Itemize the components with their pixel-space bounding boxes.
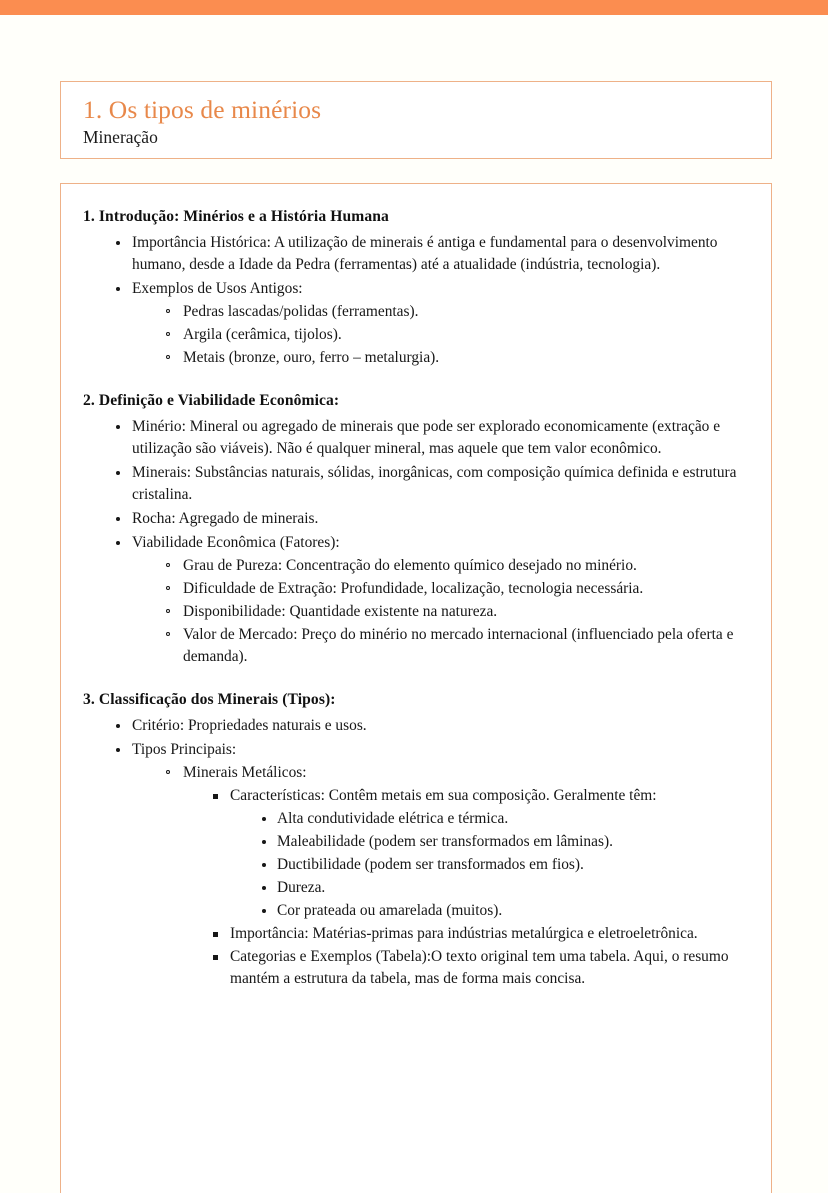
list-item-text: Tipos Principais: bbox=[132, 741, 237, 759]
list-item bbox=[112, 532, 745, 668]
list-item-text: Exemplos de Usos Antigos: bbox=[132, 280, 303, 298]
list-item bbox=[162, 601, 745, 623]
list-item-text: Categorias e Exemplos (Tabela):O texto original tem uma tabela. Aqui, o resumo mantém a estrutura da tabela, mas de forma mais concisa. bbox=[230, 948, 729, 988]
list-item-text: Importância: Matérias-primas para indústrias metalúrgica e eletroeletrônica. bbox=[230, 925, 698, 943]
outline-level-2 bbox=[162, 301, 745, 369]
outline-level-2 bbox=[162, 555, 745, 668]
sections-container bbox=[83, 208, 745, 990]
list-item-text: Dificuldade de Extração: Profundidade, localização, tecnologia necessária. bbox=[183, 580, 644, 598]
list-item-text: Minerais: Substâncias naturais, sólidas, inorgânicas, com composição química definida e estrutura cristalina. bbox=[132, 464, 737, 504]
list-item-text: Critério: Propriedades naturais e usos. bbox=[132, 717, 367, 735]
list-item-text: Valor de Mercado: Preço do minério no mercado internacional (influenciado pela oferta e demanda). bbox=[183, 626, 734, 666]
outline-level-1 bbox=[112, 232, 745, 369]
list-item bbox=[209, 946, 745, 990]
list-item bbox=[162, 301, 745, 323]
outline-level-1 bbox=[112, 715, 745, 990]
list-item-text: Grau de Pureza: Concentração do elemento químico desejado no minério. bbox=[183, 557, 637, 575]
list-item bbox=[112, 416, 745, 460]
outline-level-1 bbox=[112, 416, 745, 668]
list-item-text: Importância Histórica: A utilização de minerais é antiga e fundamental para o desenvolvimento humano, desde a Idade da Pedra (ferramentas) até a atualidade (indústria, tecnologia). bbox=[132, 234, 718, 274]
list-item bbox=[112, 739, 745, 990]
list-item-text: Características: Contêm metais em sua composição. Geralmente têm: bbox=[230, 787, 657, 805]
list-item bbox=[258, 808, 745, 830]
list-item bbox=[162, 762, 745, 990]
list-item-text: Disponibilidade: Quantidade existente na natureza. bbox=[183, 603, 498, 621]
section-heading: 3. Classificação dos Minerais (Tipos): bbox=[83, 691, 336, 709]
list-item-text: Ductibilidade (podem ser transformados em fios). bbox=[277, 856, 584, 874]
list-item bbox=[209, 785, 745, 922]
outline-level-3 bbox=[209, 785, 745, 990]
list-item bbox=[162, 578, 745, 600]
section-heading: 1. Introdução: Minérios e a História Humana bbox=[83, 208, 389, 225]
page-subtitle: Mineração bbox=[83, 126, 158, 147]
list-item bbox=[112, 715, 745, 737]
document-body-card bbox=[60, 183, 772, 1193]
list-item bbox=[112, 232, 745, 276]
list-item bbox=[258, 854, 745, 876]
document-header-card bbox=[60, 81, 772, 159]
list-item bbox=[162, 347, 745, 369]
list-item bbox=[209, 923, 745, 945]
section-heading: 2. Definição e Viabilidade Econômica: bbox=[83, 392, 340, 410]
list-item bbox=[112, 278, 745, 369]
page-title: 1. Os tipos de minérios bbox=[83, 95, 322, 124]
outline-level-4 bbox=[258, 808, 745, 922]
list-item-text: Alta condutividade elétrica e térmica. bbox=[277, 810, 509, 828]
list-item-text: Pedras lascadas/polidas (ferramentas). bbox=[183, 303, 419, 321]
list-item-text: Metais (bronze, ouro, ferro – metalurgia). bbox=[183, 349, 440, 367]
list-item bbox=[258, 877, 745, 899]
list-item-text: Minério: Mineral ou agregado de minerais que pode ser explorado economicamente (extração e utilização são viáveis). Não é qualquer mineral, mas aquele que tem valor econômico. bbox=[132, 418, 721, 458]
list-item bbox=[112, 508, 745, 530]
list-item-text: Minerais Metálicos: bbox=[183, 764, 307, 782]
list-item bbox=[258, 900, 745, 922]
top-accent-bar bbox=[0, 0, 828, 15]
list-item-text: Argila (cerâmica, tijolos). bbox=[183, 326, 342, 344]
list-item-text: Dureza. bbox=[277, 879, 326, 897]
outline-level-2 bbox=[162, 762, 745, 990]
list-item-text: Viabilidade Econômica (Fatores): bbox=[132, 534, 340, 552]
list-item bbox=[112, 462, 745, 506]
list-item-text: Rocha: Agregado de minerais. bbox=[132, 510, 319, 528]
list-item bbox=[162, 324, 745, 346]
list-item-text: Maleabilidade (podem ser transformados em lâminas). bbox=[277, 833, 613, 851]
list-item bbox=[162, 555, 745, 577]
list-item bbox=[258, 831, 745, 853]
list-item bbox=[162, 624, 745, 668]
document-page bbox=[0, 15, 828, 1171]
list-item-text: Cor prateada ou amarelada (muitos). bbox=[277, 902, 503, 920]
